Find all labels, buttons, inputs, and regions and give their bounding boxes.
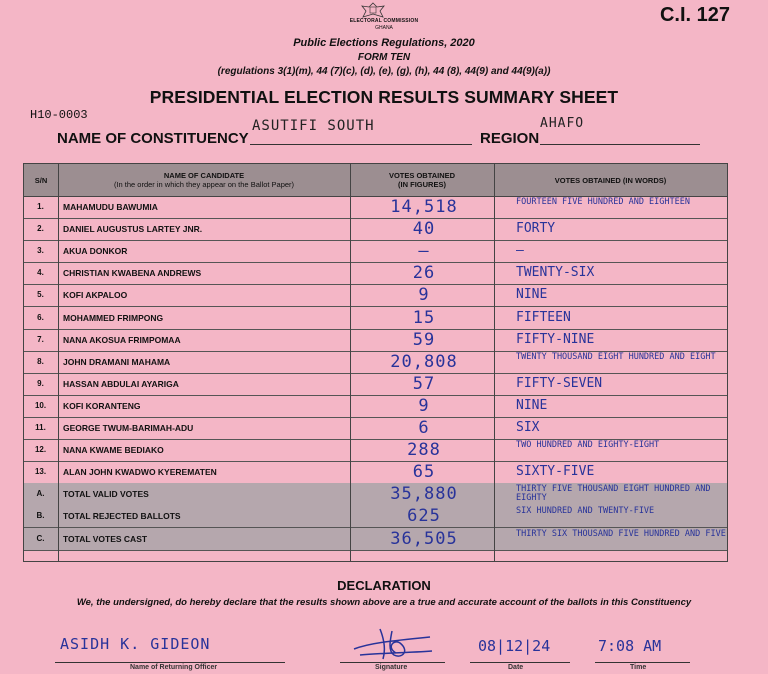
table-row [24,196,727,219]
declaration-text: We, the undersigned, do hereby declare that the results shown above are a true and accurate account of the ballots in this Constituency [76,597,692,608]
candidate-name: NANA AKOSUA FRIMPOMAA [63,334,181,345]
row-serial: 10. [34,400,47,410]
votes-figures: 65 [412,462,436,483]
table-row [24,439,727,462]
date-label: Date [508,664,524,671]
votes-words: TWENTY THOUSAND EIGHT HUNDRED AND EIGHT [516,351,716,362]
votes-words: FOURTEEN FIVE HUNDRED AND EIGHTEEN [516,197,690,207]
candidate-name: DANIEL AUGUSTUS LARTEY JNR. [63,224,203,235]
time-label: Time [630,664,647,671]
row-serial: 9. [37,378,44,388]
votes-words: FIFTY-SEVEN [516,375,603,391]
officer-signature [350,625,435,663]
header-words: VOTES OBTAINED (IN WORDS) [554,175,667,185]
candidate-name: JOHN DRAMANI MAHAMA [63,356,171,367]
region-value: AHAFO [540,116,585,131]
candidate-name: MAHAMUDU BAWUMIA [63,202,158,212]
votes-figures: 40 [412,219,436,240]
votes-figures: 35,880 [390,484,458,505]
signature-line [340,662,445,663]
votes-figures: 20,808 [390,351,458,372]
column-divider [58,164,59,561]
votes-figures: 15 [412,307,436,328]
row-serial: 4. [37,268,44,278]
votes-words: SIXTY-FIVE [516,464,595,480]
table-row [24,351,727,374]
candidate-name: ALAN JOHN KWADWO KYEREMATEN [63,467,217,478]
name-label: Name of Returning Officer [130,664,218,671]
table-row [24,373,727,396]
candidate-name: NANA KWAME BEDIAKO [63,445,164,456]
table-row [24,395,727,418]
votes-words: NINE [516,287,548,303]
row-serial: 5. [37,290,44,300]
votes-words: FORTY [516,221,556,237]
votes-figures: 625 [407,506,441,527]
row-serial: 7. [37,334,44,344]
constituency-line [250,144,472,145]
header-name [58,164,350,196]
candidate-name: MOHAMMED FRIMPONG [63,312,164,323]
commission-name: ELECTORAL COMMISSION [349,18,419,24]
votes-words: SIX [516,420,540,435]
votes-figures: — [418,241,430,262]
candidate-name: TOTAL REJECTED BALLOTS [63,511,181,522]
votes-figures: 9 [418,285,430,306]
votes-words: SIX HUNDRED AND TWENTY-FIVE [516,506,655,517]
header-figures-label: VOTES OBTAINED [388,171,456,180]
candidate-name: KOFI AKPALOO [63,290,128,301]
results-table [23,163,728,562]
total-row [24,505,727,528]
votes-figures: 26 [412,263,436,284]
table-row [24,240,727,263]
row-serial: 3. [37,246,44,256]
votes-words: FIFTEEN [516,309,571,325]
header-sn: S/N [34,175,48,185]
candidate-name: AKUA DONKOR [63,246,128,257]
header-figures [350,164,494,196]
votes-figures: 36,505 [390,528,458,549]
time-line [595,662,690,663]
candidate-name: CHRISTIAN KWABENA ANDREWS [63,268,202,279]
form-code: C.I. 127 [659,4,730,26]
votes-words: TWENTY-SIX [516,265,595,281]
declaration-heading: DECLARATION [337,578,431,593]
total-row [24,483,727,506]
votes-figures: 288 [407,440,441,461]
regulations-title: Public Elections Regulations, 2020 [293,37,475,49]
page-title: PRESIDENTIAL ELECTION RESULTS SUMMARY SHEET [149,87,619,107]
region-line [540,144,700,145]
table-row [24,284,727,307]
votes-figures: 9 [418,395,430,416]
subregulations: (regulations 3(1)(m), 44 (7)(c), (d), (e), (g), (h), 44 (8), 44(9) and 44(9)(a)) [217,66,551,77]
table-header [24,164,727,197]
row-serial: 11. [35,423,46,432]
table-row [24,307,727,330]
column-divider [494,164,495,561]
table-row [24,417,727,440]
header-name-label: NAME OF CANDIDATE [163,171,245,180]
candidate-name: KOFI KORANTENG [63,400,141,411]
votes-words: FIFTY-NINE [516,331,595,347]
date-line [470,662,570,663]
votes-figures: 6 [418,418,430,438]
votes-words: THIRTY FIVE THOUSAND EIGHT HUNDRED AND EIGHTY [516,484,711,504]
votes-words: — [516,243,524,259]
header-figures-sub: (IN FIGURES) [398,180,446,189]
table-row [24,262,727,285]
constituency-value: ASUTIFI SOUTH [252,118,375,134]
row-serial: 6. [37,312,44,322]
candidate-name: HASSAN ABDULAI AYARIGA [63,378,179,389]
votes-words: NINE [516,397,548,413]
officer-name: ASIDH K. GIDEON [60,635,211,653]
row-serial: 12. [34,445,47,455]
column-divider [350,164,351,561]
signature-label: Signature [375,664,408,671]
form-name: FORM TEN [357,52,411,63]
country-name: GHANA [375,25,393,31]
name-line [55,662,285,663]
total-row [24,528,727,551]
row-serial: 1. [37,202,44,211]
row-serial: 13. [34,467,47,477]
votes-words: TWO HUNDRED AND EIGHTY-EIGHT [516,440,660,451]
row-serial: C. [36,533,45,543]
table-row [24,329,727,352]
declaration-time: 7:08 AM [598,637,662,655]
constituency-code: H10-0003 [30,108,88,122]
row-serial: 8. [37,356,44,366]
region-label: REGION [480,130,540,147]
coat-of-arms-icon [358,2,388,18]
header-name-sub: (In the order in which they appear on the Ballot Paper) [113,180,295,189]
votes-figures: 57 [412,373,436,394]
row-serial: 2. [37,224,44,234]
candidate-name: TOTAL VOTES CAST [63,533,148,544]
table-row [24,461,727,484]
row-serial: B. [36,511,45,521]
candidate-name: TOTAL VALID VOTES [63,489,149,500]
votes-figures: 59 [412,329,436,350]
votes-figures: 14,518 [390,197,458,217]
votes-words: THIRTY SIX THOUSAND FIVE HUNDRED AND FIVE [516,528,726,539]
candidate-name: GEORGE TWUM-BARIMAH-ADU [63,423,194,433]
table-row [24,218,727,241]
declaration-date: 08|12|24 [478,637,551,655]
constituency-label: NAME OF CONSTITUENCY [57,130,249,147]
row-serial: A. [36,489,45,499]
